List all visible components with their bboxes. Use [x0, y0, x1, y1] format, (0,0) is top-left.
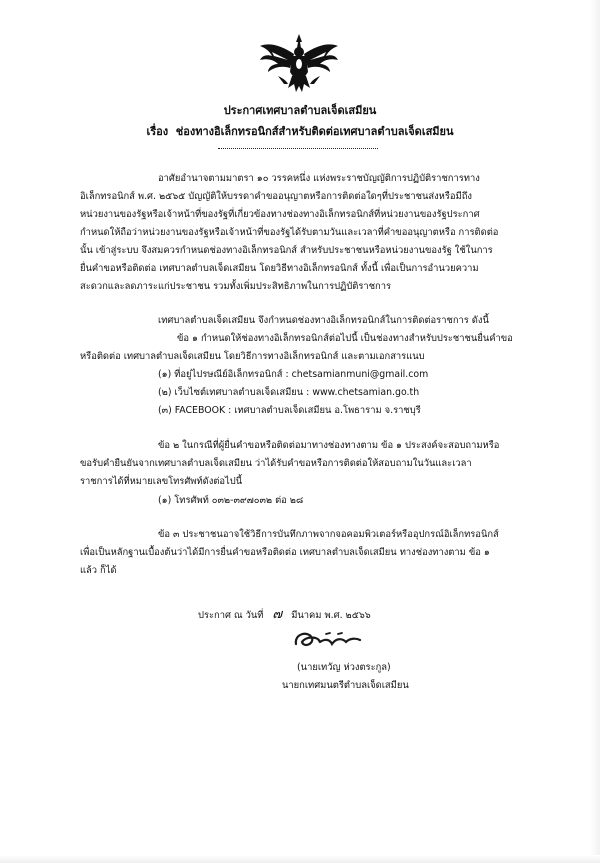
para1-line: อาศัยอำนาจตามมาตรา ๑๐ วรรคหนึ่ง แห่งพระราชบัญญัติการปฏิบัติราชการทาง [158, 173, 480, 184]
item1-line: หรือติดต่อ เทศบาลตำบลเจ็ดเสมียน โดยวิธีการทางอิเล็กทรอนิกส์ และตามเอกสารแนบ [80, 351, 425, 362]
garuda-emblem [258, 32, 340, 96]
channel-email-label: (๑) ที่อยู่ไปรษณีย์อิเล็กทรอนิกส์ : [158, 369, 289, 380]
para1-line: กำหนดให้ถือว่าหน่วยงานของรัฐหรือเจ้าหน้าที่ของรัฐได้รับตามวันและเวลาที่คำขออนุญาตหรือ การติดต่อ [80, 227, 499, 238]
item2-line: ราชการได้ที่หมายเลขโทรศัพท์ดังต่อไปนี้ [80, 476, 243, 487]
subject-label: เรื่อง [146, 125, 169, 138]
item1-line: ข้อ ๑ กำหนดให้ช่องทางอิเล็กทรอนิกส์ต่อไปนี้ เป็นช่องทางสำหรับประชาชนยื่นคำขอ [177, 333, 513, 344]
signer-title: นายกเทศมนตรีตำบลเจ็ดเสมียน [282, 680, 409, 691]
item2-line: ข้อ ๒ ในกรณีที่ผู้ยื่นคำขอหรือติดต่อมาทางช่องทางตาม ข้อ ๑ ประสงค์จะสอบถามหรือ [158, 440, 500, 451]
channel-email-value: chetsamianmuni@gmail.com [291, 369, 429, 380]
channel-email [158, 367, 428, 382]
subject-line [0, 122, 600, 140]
channel-website [158, 385, 419, 400]
item3-line: แล้ว ก็ได้ [80, 565, 117, 576]
para1-line: นั้น เข้าสู่ระบบ จึงสมควรกำหนดช่องทางอิเล็กทรอนิกส์ สำหรับประชาชนหรือหน่วยงานของรัฐ ใช้ในการ [80, 245, 493, 256]
date-day: ๗ [272, 607, 283, 622]
para1-line: สะดวกและลดภาระแก่ประชาชน รวมทั้งเพิ่มประสิทธิภาพในการปฏิบัติราชการ [80, 281, 392, 292]
para1-line: อิเล็กทรอนิกส์ พ.ศ. ๒๕๖๕ บัญญัติให้บรรดาคำขออนุญาตหรือการติดต่อใดๆที่ประชาชนส่งหรือมีถึง [80, 191, 472, 202]
para1-line: หน่วยงานของรัฐหรือเจ้าหน้าที่ของรัฐที่เกี่ยวข้องทางช่องทางอิเล็กทรอนิกส์ที่หน่วยงานของรัฐประกาศ [80, 209, 480, 220]
channel-website-value: www.chetsamian.go.th [312, 387, 420, 398]
dotted-divider [218, 148, 378, 149]
page-edge-shadow [0, 855, 600, 863]
channel-facebook: (๓) FACEBOOK : เทศบาลตำบลเจ็ดเสมียน อ.โพธาราม จ.ราชบุรี [158, 405, 421, 416]
channel-website-label: (๒) เว็บไซต์เทศบาลตำบลเจ็ดเสมียน : [158, 387, 310, 398]
page-edge-shadow [590, 0, 600, 863]
signature-image [290, 626, 368, 656]
date-prefix: ประกาศ ณ วันที่ [198, 610, 264, 621]
phone-line: (๑) โทรศัพท์ ๐๓๒-๓๙๗๐๓๒ ต่อ ๒๘ [158, 495, 304, 506]
item3-line: ข้อ ๓ ประชาชนอาจใช้วิธีการบันทึกภาพจากจอคอมพิวเตอร์หรืออุปกรณ์อิเล็กทรอนิกส์ [158, 529, 499, 540]
signer-name: (นายเทวัญ ห่วงตระกูล) [297, 662, 391, 673]
para1-line: ยื่นคำขอหรือติดต่อ เทศบาลตำบลเจ็ดเสมียน โดยวิธีทางอิเล็กทรอนิกส์ ทั้งนี้ เพื่อเป็นการอำนวยความ [80, 263, 479, 274]
announce-date [198, 603, 371, 624]
item3-line: เพื่อเป็นหลักฐานเบื้องต้นว่าได้มีการยื่นคำขอหรือติดต่อ เทศบาลตำบลเจ็ดเสมียน ทางช่องทางตาม ข้อ ๑ [80, 547, 490, 558]
subject-text: ช่องทางอิเล็กทรอนิกส์สำหรับติดต่อเทศบาลตำบลเจ็ดเสมียน [175, 125, 454, 138]
para2-line: เทศบาลตำบลเจ็ดเสมียน จึงกำหนดช่องทางอิเล็กทรอนิกส์ในการติดต่อราชการ ดังนี้ [158, 315, 489, 326]
announcement-title: ประกาศเทศบาลตำบลเจ็ดเสมียน [223, 104, 377, 117]
item2-line: ขอรับคำยืนยันจากเทศบาลตำบลเจ็ดเสมียน ว่าได้รับคำขอหรือการติดต่อให้สอบถามในวันและเวลา [80, 458, 472, 469]
date-rest: มีนาคม พ.ศ. ๒๕๖๖ [291, 610, 371, 621]
